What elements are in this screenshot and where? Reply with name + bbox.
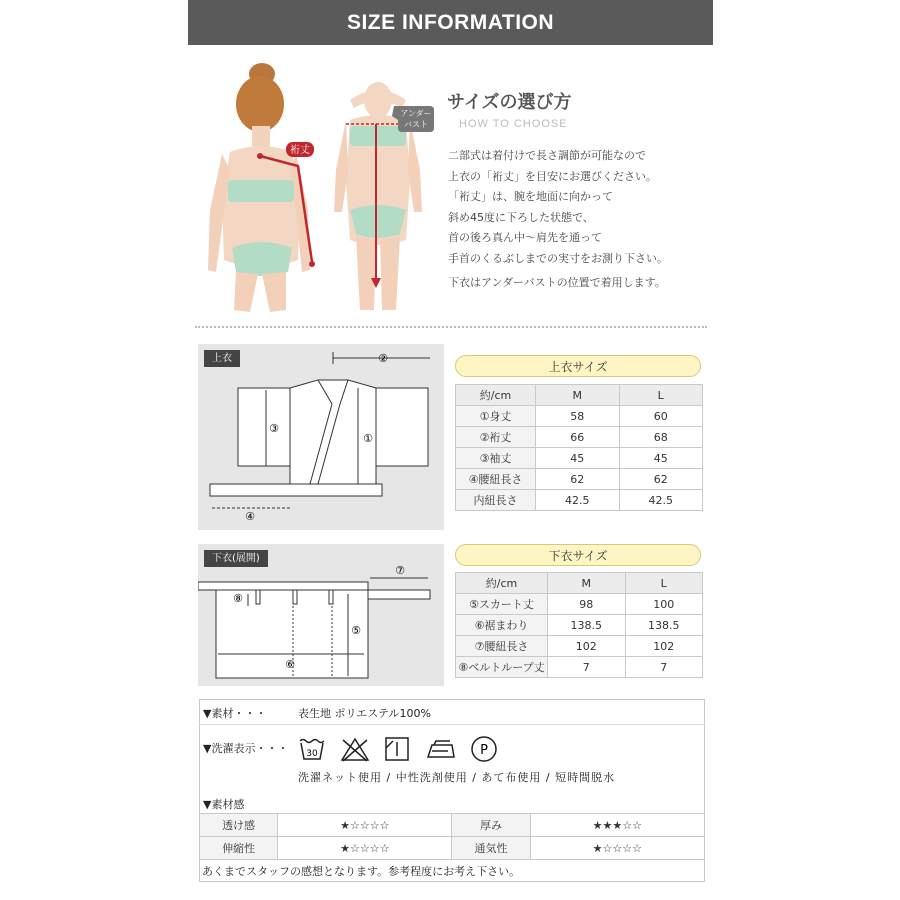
cell-m: 98 bbox=[548, 594, 626, 615]
cell-l: 7 bbox=[625, 657, 703, 678]
front-view-figure bbox=[334, 82, 434, 310]
cell-l: 42.5 bbox=[619, 490, 703, 511]
row-label: ⑧ベルトループ丈 bbox=[456, 657, 548, 678]
howto-line: 斜め45度に下ろした状態で、 bbox=[448, 210, 594, 224]
cell-m: 7 bbox=[548, 657, 626, 678]
no-bleach-icon bbox=[340, 736, 370, 762]
feel-rating: ★☆☆☆☆ bbox=[278, 814, 452, 837]
underbust-label-2: バスト bbox=[404, 120, 428, 129]
table-row bbox=[456, 615, 703, 636]
cell-m: 62 bbox=[536, 469, 620, 490]
col-header: 約/cm bbox=[456, 385, 536, 406]
back-view-figure bbox=[208, 63, 315, 312]
row-label: ②裄丈 bbox=[456, 427, 536, 448]
feel-rating: ★☆☆☆☆ bbox=[530, 837, 704, 860]
cell-l: 62 bbox=[619, 469, 703, 490]
feel-label-cell: 厚み bbox=[452, 814, 530, 837]
howto-line: 首の後ろ真ん中〜肩先を通って bbox=[448, 231, 602, 245]
material-label: ▼素材・・・ bbox=[203, 707, 267, 720]
mark-1: ① bbox=[363, 432, 373, 445]
howto-title: サイズの選び方 bbox=[447, 92, 572, 113]
care-label: ▼洗濯表示・・・ bbox=[203, 742, 289, 755]
mark-3: ③ bbox=[269, 422, 279, 435]
underbust-label-1: アンダー bbox=[400, 109, 432, 118]
col-header: 約/cm bbox=[456, 573, 548, 594]
howto-line: 手首のくるぶしまでの実寸をお測り下さい。 bbox=[448, 251, 668, 265]
mark-6: ⑥ bbox=[285, 658, 295, 671]
table-header-row bbox=[456, 573, 703, 594]
col-header: M bbox=[548, 573, 626, 594]
staff-note: あくまでスタッフの感想となります。参考程度にお考え下さい。 bbox=[202, 865, 521, 878]
feel-label: ▼素材感 bbox=[203, 798, 245, 811]
dry-clean-p-icon bbox=[470, 735, 498, 763]
table-header-row bbox=[456, 385, 703, 406]
table-row bbox=[200, 837, 705, 860]
yuki-label: 裄丈 bbox=[290, 145, 310, 156]
cell-l: 138.5 bbox=[625, 615, 703, 636]
top-garment-diagram bbox=[198, 344, 444, 530]
care-icons bbox=[298, 732, 498, 766]
section-divider bbox=[195, 326, 707, 328]
feel-label-cell: 通気性 bbox=[452, 837, 530, 860]
row-label: ③袖丈 bbox=[456, 448, 536, 469]
feel-label-cell: 透け感 bbox=[200, 814, 278, 837]
table-row bbox=[456, 448, 703, 469]
wash-temp-text: 30 bbox=[306, 749, 318, 759]
row-label: ⑥裾まわり bbox=[456, 615, 548, 636]
mark-4: ④ bbox=[245, 510, 255, 523]
mark-5: ⑤ bbox=[351, 624, 361, 637]
size-information-header: SIZE INFORMATION bbox=[188, 0, 713, 45]
material-value: 表生地 ポリエステル100% bbox=[298, 707, 431, 720]
bottom-size-title: 下衣サイズ bbox=[455, 544, 701, 566]
cell-l: 60 bbox=[619, 406, 703, 427]
table-row bbox=[456, 427, 703, 448]
dry-clean-letter: P bbox=[480, 743, 488, 758]
cell-m: 102 bbox=[548, 636, 626, 657]
bottom-size-table bbox=[455, 572, 703, 678]
feel-rating: ★★★☆☆ bbox=[530, 814, 704, 837]
top-diagram-label: 上衣 bbox=[204, 350, 240, 367]
row-label: ④腰紐長さ bbox=[456, 469, 536, 490]
row-label: ⑦腰紐長さ bbox=[456, 636, 548, 657]
howto-line: 「裄丈」は、腕を地面に向かって bbox=[448, 190, 613, 204]
cell-m: 138.5 bbox=[548, 615, 626, 636]
top-size-table bbox=[455, 384, 703, 511]
drip-dry-icon bbox=[384, 736, 410, 762]
cell-m: 42.5 bbox=[536, 490, 620, 511]
top-size-title: 上衣サイズ bbox=[455, 355, 701, 377]
texture-table bbox=[199, 813, 705, 860]
howto-line: 上衣の「裄丈」を目安にお選びください。 bbox=[448, 169, 657, 183]
mark-7: ⑦ bbox=[395, 564, 405, 577]
bottom-garment-diagram bbox=[198, 544, 444, 686]
row-label: ①身丈 bbox=[456, 406, 536, 427]
howto-note: 下衣はアンダーバストの位置で着用します。 bbox=[448, 276, 666, 289]
low-iron-icon bbox=[424, 737, 456, 761]
cell-m: 66 bbox=[536, 427, 620, 448]
table-row bbox=[200, 814, 705, 837]
col-header: L bbox=[619, 385, 703, 406]
table-row bbox=[456, 469, 703, 490]
cell-l: 102 bbox=[625, 636, 703, 657]
cell-l: 45 bbox=[619, 448, 703, 469]
bottom-diagram-label: 下衣(展開) bbox=[204, 550, 268, 567]
row-label: 内紐長さ bbox=[456, 490, 536, 511]
col-header: L bbox=[625, 573, 703, 594]
care-instructions: 洗濯ネット使用 / 中性洗剤使用 / あて布使用 / 短時間脱水 bbox=[298, 771, 616, 784]
cell-m: 45 bbox=[536, 448, 620, 469]
howto-description bbox=[448, 146, 668, 270]
howto-line: 二部式は着付けで長さ調節が可能なので bbox=[448, 149, 646, 162]
table-row bbox=[456, 490, 703, 511]
table-row bbox=[456, 636, 703, 657]
mark-2: ② bbox=[378, 352, 388, 365]
col-header: M bbox=[536, 385, 620, 406]
wash-30-icon bbox=[298, 737, 326, 761]
feel-rating: ★☆☆☆☆ bbox=[278, 837, 452, 860]
row-label: ⑤スカート丈 bbox=[456, 594, 548, 615]
body-figures-illustration bbox=[200, 60, 440, 320]
material-row bbox=[199, 699, 705, 725]
table-row bbox=[456, 657, 703, 678]
howto-subtitle: HOW TO CHOOSE bbox=[459, 118, 568, 130]
mark-8: ⑧ bbox=[233, 592, 243, 605]
table-row bbox=[456, 406, 703, 427]
table-row bbox=[456, 594, 703, 615]
cell-l: 68 bbox=[619, 427, 703, 448]
cell-l: 100 bbox=[625, 594, 703, 615]
cell-m: 58 bbox=[536, 406, 620, 427]
feel-label-cell: 伸縮性 bbox=[200, 837, 278, 860]
